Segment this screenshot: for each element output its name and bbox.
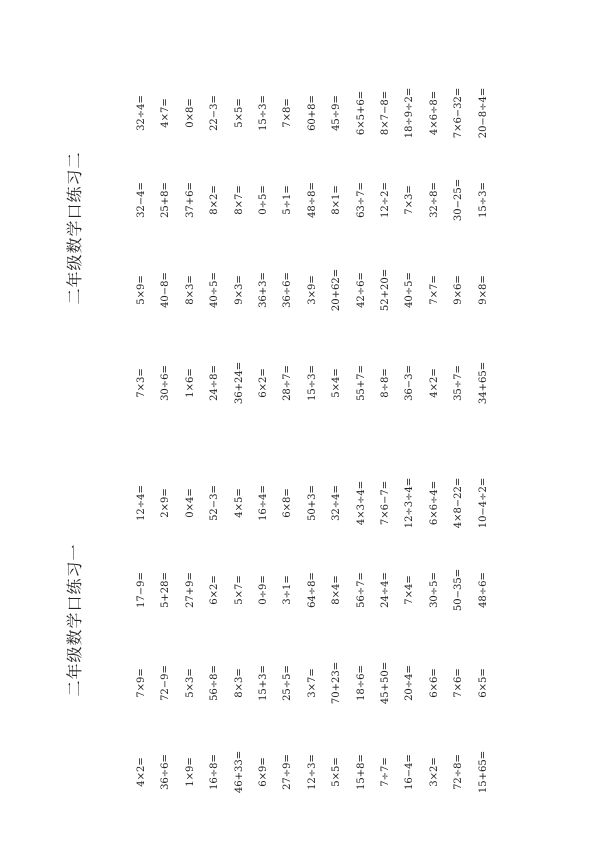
problem: 3×2= bbox=[428, 757, 440, 787]
problem: 30÷5= bbox=[428, 572, 440, 608]
problem: 46+33= bbox=[233, 750, 245, 794]
problem: 4×5= bbox=[233, 488, 245, 518]
problem: 7×7= bbox=[428, 275, 440, 305]
problem: 36+24= bbox=[233, 361, 245, 405]
problem: 36÷6= bbox=[282, 272, 294, 308]
problem: 12÷2= bbox=[380, 182, 391, 218]
problem: 52−3= bbox=[209, 485, 221, 521]
problem: 20−8÷4= bbox=[477, 87, 489, 139]
problem: 15+65= bbox=[477, 750, 489, 794]
problem: 5÷1= bbox=[282, 185, 294, 215]
sheet1-title: 二年级数学口练习一 bbox=[65, 543, 84, 697]
problem: 36÷6= bbox=[160, 754, 172, 790]
problem: 12÷4= bbox=[136, 485, 147, 521]
problem: 32÷8= bbox=[428, 182, 440, 218]
problem: 50−35= bbox=[453, 568, 465, 612]
problem: 36−3= bbox=[404, 365, 416, 401]
problem: 35÷7= bbox=[453, 365, 465, 401]
problem: 5×4= bbox=[331, 368, 343, 398]
problem: 8×3= bbox=[184, 275, 196, 305]
problem: 8×3= bbox=[233, 668, 245, 698]
problem: 7÷7= bbox=[380, 757, 391, 787]
problem: 5×3= bbox=[184, 668, 196, 698]
problem: 6×8= bbox=[282, 488, 294, 518]
problem: 5×9= bbox=[136, 275, 147, 305]
problem: 7×3= bbox=[404, 185, 416, 215]
problem: 7×6= bbox=[453, 668, 465, 698]
problem: 8÷8= bbox=[380, 368, 391, 398]
problem: 6×2= bbox=[209, 575, 221, 605]
problem: 27÷9= bbox=[282, 754, 294, 790]
problem: 32÷4= bbox=[136, 95, 147, 131]
problem: 4×2= bbox=[428, 368, 440, 398]
problem: 24÷4= bbox=[380, 572, 391, 608]
problem: 63÷7= bbox=[355, 182, 367, 218]
problem: 9×8= bbox=[477, 275, 489, 305]
problem: 10−4÷2= bbox=[477, 477, 489, 529]
problem: 20+62= bbox=[331, 268, 343, 312]
problem: 4×3÷4= bbox=[355, 480, 367, 526]
problem: 7×6−32= bbox=[453, 87, 465, 139]
problem: 7×9= bbox=[136, 668, 147, 698]
problem: 15÷3= bbox=[306, 365, 318, 401]
problem: 40÷5= bbox=[404, 272, 416, 308]
problem: 37+6= bbox=[184, 182, 196, 218]
problem: 7×6−7= bbox=[380, 480, 391, 526]
problem: 0÷5= bbox=[258, 185, 269, 215]
problem: 42÷6= bbox=[355, 272, 367, 308]
problem: 0×4= bbox=[184, 488, 196, 518]
problem: 17−9= bbox=[136, 572, 147, 608]
problem: 1×9= bbox=[184, 757, 196, 787]
problem: 0×8= bbox=[184, 98, 196, 128]
problem: 15÷3= bbox=[258, 95, 269, 131]
problem: 0÷9= bbox=[258, 575, 269, 605]
problem: 3×7= bbox=[306, 668, 318, 698]
problem: 16÷8= bbox=[209, 754, 221, 790]
problem: 18÷6= bbox=[355, 665, 367, 701]
problem: 4×8−22= bbox=[453, 477, 465, 529]
problem: 8×7= bbox=[233, 185, 245, 215]
problem: 5×7= bbox=[233, 575, 245, 605]
problem: 20÷4= bbox=[404, 665, 416, 701]
problem: 12÷3÷4= bbox=[404, 477, 416, 529]
problem: 72÷8= bbox=[453, 754, 465, 790]
problem: 5×5= bbox=[331, 757, 343, 787]
problem: 25÷5= bbox=[282, 665, 294, 701]
problem: 18÷9÷2= bbox=[404, 87, 416, 139]
problem: 40÷5= bbox=[209, 272, 221, 308]
problem: 15+8= bbox=[355, 754, 367, 790]
problem: 7×3= bbox=[136, 368, 147, 398]
problem: 5+28= bbox=[160, 572, 172, 608]
problem: 5×5= bbox=[233, 98, 245, 128]
problem: 56÷8= bbox=[209, 665, 221, 701]
problem: 30−25= bbox=[453, 178, 465, 222]
problem: 6×9= bbox=[258, 757, 269, 787]
problem: 4×6÷8= bbox=[428, 90, 440, 136]
problem: 50+3= bbox=[306, 485, 318, 521]
problem: 64÷8= bbox=[306, 572, 318, 608]
problem: 25+8= bbox=[160, 182, 172, 218]
problem: 6×6÷4= bbox=[428, 480, 440, 526]
problem: 28÷7= bbox=[282, 365, 294, 401]
problem: 70+23= bbox=[331, 661, 343, 705]
problem: 1×6= bbox=[184, 368, 196, 398]
problem: 15+3= bbox=[258, 665, 269, 701]
problem: 6×5= bbox=[477, 668, 489, 698]
problem: 72−9= bbox=[160, 665, 172, 701]
problem: 32÷4= bbox=[331, 485, 343, 521]
problem: 12÷3= bbox=[306, 754, 318, 790]
problem: 27+9= bbox=[184, 572, 196, 608]
problem: 8×4= bbox=[331, 575, 343, 605]
sheet2-title: 二年级数学口练习二 bbox=[65, 151, 84, 305]
problem: 3×9= bbox=[306, 275, 318, 305]
problem: 4×2= bbox=[136, 757, 147, 787]
problem: 48÷8= bbox=[306, 182, 318, 218]
problem: 6×5+6= bbox=[355, 90, 367, 136]
problem: 60+8= bbox=[306, 95, 318, 131]
problem: 24÷8= bbox=[209, 365, 221, 401]
problem: 3÷1= bbox=[282, 575, 294, 605]
problem: 2×9= bbox=[160, 488, 172, 518]
problem: 30÷6= bbox=[160, 365, 172, 401]
problem: 45+50= bbox=[380, 661, 391, 705]
problem: 34+65= bbox=[477, 361, 489, 405]
problem: 45÷9= bbox=[331, 95, 343, 131]
problem: 8×1= bbox=[331, 185, 343, 215]
problem: 40−8= bbox=[160, 272, 172, 308]
problem: 16÷4= bbox=[258, 485, 269, 521]
problem: 52+20= bbox=[380, 268, 391, 312]
problem: 15÷3= bbox=[477, 182, 489, 218]
problem: 55+7= bbox=[355, 365, 367, 401]
problem: 7×4= bbox=[404, 575, 416, 605]
problem: 7×8= bbox=[282, 98, 294, 128]
problem: 6×2= bbox=[258, 368, 269, 398]
problem: 8×2= bbox=[209, 185, 221, 215]
problem: 4×7= bbox=[160, 98, 172, 128]
problem: 8×7−8= bbox=[380, 90, 391, 136]
problem: 9×6= bbox=[453, 275, 465, 305]
problem: 9×3= bbox=[233, 275, 245, 305]
problem: 32−4= bbox=[136, 182, 147, 218]
problem: 6×6= bbox=[428, 668, 440, 698]
problem: 48÷6= bbox=[477, 572, 489, 608]
problem: 56÷7= bbox=[355, 572, 367, 608]
problem: 36+3= bbox=[258, 272, 269, 308]
problem: 16−4= bbox=[404, 754, 416, 790]
problem: 22−3= bbox=[209, 95, 221, 131]
